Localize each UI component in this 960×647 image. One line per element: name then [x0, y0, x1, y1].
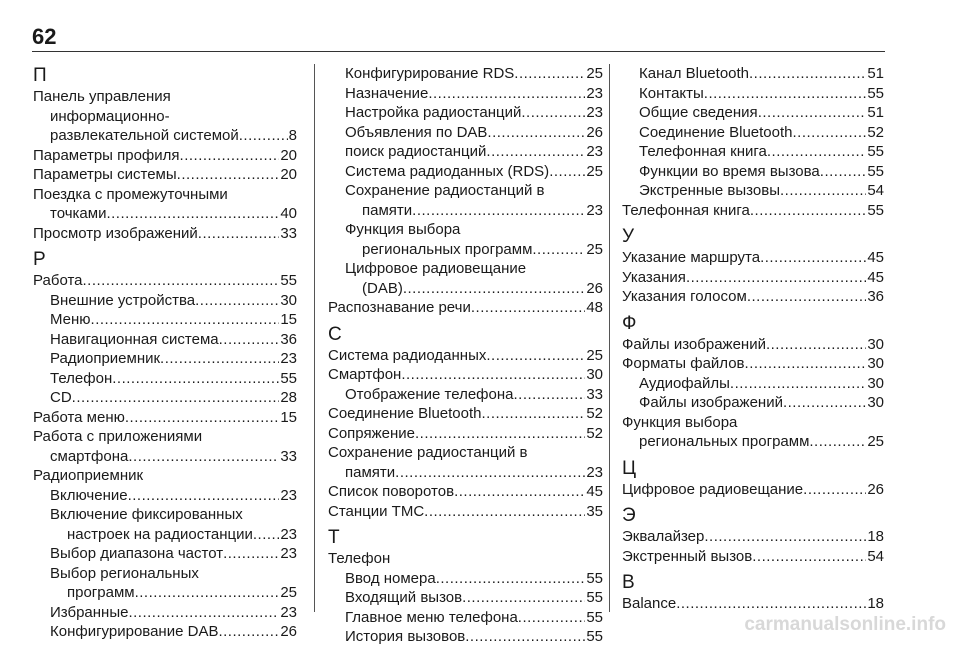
- dot-leader: [128, 447, 279, 467]
- entry-text: Экстренные вызовы: [639, 182, 780, 199]
- index-entry: [328, 502, 603, 522]
- page-reference: 54: [867, 547, 884, 565]
- column-divider: [314, 64, 315, 612]
- index-subentry: [33, 291, 297, 311]
- index-subentry: [33, 564, 297, 603]
- entry-text: Входящий вызов: [345, 589, 463, 606]
- page-reference: 30: [867, 374, 884, 392]
- dot-leader: [747, 287, 866, 307]
- entry-text: Файлы изображений: [639, 394, 783, 411]
- entry-text: поиск радиостанций: [345, 143, 487, 160]
- page-reference: 18: [867, 595, 884, 612]
- entry-text: Соединение Bluetooth: [639, 123, 793, 141]
- entry-text: История вызовов: [345, 628, 466, 645]
- page-reference: 25: [586, 240, 603, 258]
- entry-text: Указания голосом: [622, 288, 747, 305]
- entry-text: Включение фиксированных: [50, 506, 243, 523]
- dot-leader: [428, 84, 585, 104]
- page-reference: 25: [280, 584, 297, 601]
- index-entry: [33, 165, 297, 185]
- entry-text: Сопряжение: [328, 424, 415, 442]
- page-reference: 23: [586, 104, 603, 121]
- index-entry: [622, 287, 884, 307]
- entry-text: информационно-: [50, 107, 170, 125]
- page-reference: 51: [867, 104, 884, 121]
- entry-text: Работа: [33, 272, 83, 289]
- entry-text: Смартфон: [328, 366, 402, 383]
- page-reference: 33: [280, 447, 297, 465]
- index-subentry: [33, 349, 297, 369]
- page-reference: 30: [867, 335, 884, 353]
- dot-leader: [465, 627, 585, 647]
- dot-leader: [482, 404, 586, 424]
- entry-text: Конфигурирование DAB: [50, 623, 219, 640]
- dot-leader: [783, 393, 866, 413]
- index-subentry: [328, 64, 603, 84]
- entry-text: Файлы изображений: [622, 335, 766, 353]
- index-entry: [33, 185, 297, 224]
- entry-text: Указание маршрута: [622, 249, 761, 266]
- page-reference: 52: [586, 424, 603, 442]
- page-reference: 25: [586, 65, 603, 82]
- dot-leader: [239, 126, 288, 146]
- page-reference: 36: [867, 288, 884, 305]
- entry-text: Эквалайзер: [622, 528, 705, 545]
- entry-text: Выбор диапазона частот: [50, 545, 224, 562]
- index-entry: [622, 201, 884, 221]
- index-entry: [622, 547, 884, 567]
- page-reference: 30: [867, 394, 884, 411]
- index-letter-heading: Т: [328, 527, 340, 548]
- dot-leader: [686, 268, 866, 288]
- dot-leader: [820, 162, 867, 182]
- page-reference: 28: [280, 389, 297, 406]
- dot-leader: [752, 547, 866, 567]
- entry-text: Параметры системы: [33, 166, 177, 183]
- entry-text: Канал Bluetooth: [639, 65, 750, 82]
- dot-leader: [766, 335, 866, 355]
- entry-text: настроек на радиостанции: [67, 525, 253, 543]
- page-reference: 48: [586, 299, 603, 316]
- entry-text: Функция выбора: [622, 413, 738, 431]
- dot-leader: [518, 608, 586, 628]
- index-subentry: [328, 142, 603, 162]
- entry-text: Внешние устройства: [50, 291, 196, 309]
- entry-text: Поездка с промежуточными: [33, 185, 228, 203]
- dot-leader: [704, 84, 867, 104]
- dot-leader: [793, 123, 867, 143]
- entry-text: Навигационная система: [50, 330, 219, 348]
- dot-leader: [745, 354, 867, 374]
- page-reference: 55: [867, 143, 884, 160]
- index-subentry: [33, 310, 297, 330]
- page-reference: 26: [280, 623, 297, 640]
- index-subentry: [33, 603, 297, 623]
- index-subentry: [328, 588, 603, 608]
- page-reference: 20: [280, 146, 297, 164]
- index-subentry: [328, 608, 603, 628]
- page-reference: 45: [867, 268, 884, 286]
- page-reference: 52: [586, 405, 603, 422]
- entry-text: Система радиоданных: [328, 346, 487, 364]
- dot-leader: [72, 388, 280, 408]
- index-letter-heading: Ф: [622, 312, 637, 334]
- index-subentry: [33, 486, 297, 506]
- page-reference: 45: [586, 483, 603, 500]
- index-entry: [328, 424, 603, 444]
- entry-text: Работа с приложениями: [33, 428, 203, 445]
- index-column-1: [33, 64, 297, 642]
- page-reference: 23: [280, 486, 297, 504]
- page-reference: 36: [280, 330, 297, 348]
- index-entry: [328, 549, 603, 569]
- dot-leader: [758, 103, 867, 123]
- index-entry: [33, 466, 297, 486]
- page-reference: 26: [867, 480, 884, 498]
- dot-leader: [809, 432, 866, 452]
- page-reference: 23: [586, 201, 603, 219]
- index-entry: [33, 224, 297, 244]
- dot-leader: [767, 142, 866, 162]
- entry-text: точками: [50, 205, 107, 222]
- dot-leader: [549, 162, 585, 182]
- page-reference: 40: [280, 205, 297, 222]
- entry-text: развлекательной системой: [50, 127, 239, 144]
- entry-text: Настройка радиостанций: [345, 104, 522, 121]
- page-reference: 54: [867, 182, 884, 199]
- index-subentry: [328, 259, 603, 298]
- index-entry: [328, 443, 603, 482]
- page-reference: 33: [586, 385, 603, 403]
- page-reference: 30: [280, 291, 297, 309]
- entry-text: Экстренный вызов: [622, 547, 753, 565]
- page-reference: 55: [867, 84, 884, 102]
- dot-leader: [514, 385, 586, 405]
- index-entry: [328, 365, 603, 385]
- entry-text: Работа меню: [33, 408, 125, 426]
- index-subentry: [33, 388, 297, 408]
- entry-text: Телефон: [50, 369, 113, 387]
- entry-text: Станции TMC: [328, 502, 425, 520]
- index-letter-heading: B: [622, 572, 635, 593]
- index-entry: [33, 87, 297, 146]
- index-subentry: [328, 103, 603, 123]
- entry-text: (DAB): [362, 279, 403, 297]
- dot-leader: [177, 165, 280, 185]
- entry-text: Указания: [622, 268, 686, 286]
- index-subentry: [33, 369, 297, 389]
- dot-leader: [125, 408, 279, 428]
- index-subentry: [622, 123, 884, 143]
- index-subentry: [33, 505, 297, 544]
- index-subentry: [622, 162, 884, 182]
- index-column-3: [622, 64, 884, 614]
- dot-leader: [198, 224, 280, 244]
- page-reference: 55: [867, 162, 884, 180]
- entry-text: Balance: [622, 595, 677, 612]
- dot-leader: [749, 64, 866, 84]
- index-entry: [328, 404, 603, 424]
- dot-leader: [218, 622, 279, 642]
- page-reference: 23: [280, 545, 297, 562]
- index-subentry: [622, 393, 884, 413]
- dot-leader: [471, 298, 585, 318]
- index-subentry: [33, 544, 297, 564]
- index-entry: [622, 335, 884, 355]
- entry-text: Панель управления: [33, 88, 171, 105]
- index-entry: [33, 427, 297, 466]
- index-subentry: [328, 385, 603, 405]
- page-reference: 23: [586, 143, 603, 160]
- entry-text: Объявления по DAB: [345, 123, 488, 141]
- watermark: carmanualsonline.info: [744, 614, 946, 635]
- entry-text: смартфона: [50, 447, 129, 465]
- page-reference: 15: [280, 311, 297, 328]
- index-letter-heading: У: [622, 226, 635, 247]
- index-subentry: [328, 569, 603, 589]
- index-letter-heading: Э: [622, 505, 636, 526]
- entry-text: Цифровое радиовещание: [345, 260, 527, 277]
- dot-leader: [401, 365, 585, 385]
- page-reference: 55: [280, 272, 297, 289]
- index-subentry: [622, 374, 884, 394]
- page-reference: 18: [867, 528, 884, 545]
- column-divider: [609, 64, 610, 612]
- entry-text: программ: [67, 584, 135, 601]
- index-subentry: [622, 103, 884, 123]
- page-reference: 55: [867, 201, 884, 219]
- page-reference: 33: [280, 224, 297, 242]
- entry-text: CD: [50, 389, 72, 406]
- page-reference: 25: [586, 346, 603, 364]
- dot-leader: [780, 181, 866, 201]
- header-rule: [32, 51, 885, 52]
- page-reference: 23: [280, 350, 297, 367]
- dot-leader: [91, 310, 280, 330]
- index-entry: [328, 482, 603, 502]
- page-reference: 23: [586, 463, 603, 481]
- dot-leader: [730, 374, 866, 394]
- page-reference: 23: [586, 84, 603, 102]
- index-subentry: [328, 220, 603, 259]
- index-subentry: [328, 181, 603, 220]
- page-reference: 25: [867, 433, 884, 450]
- entry-text: Отображение телефона: [345, 385, 514, 403]
- index-subentry: [33, 330, 297, 350]
- entry-text: Телефонная книга: [639, 143, 767, 160]
- page-reference: 55: [280, 369, 297, 387]
- index-entry: [622, 480, 884, 500]
- dot-leader: [760, 248, 866, 268]
- index-entry: [33, 271, 297, 291]
- dot-leader: [750, 201, 866, 221]
- entry-text: Сохранение радиостанций в: [328, 444, 528, 461]
- dot-leader: [436, 569, 586, 589]
- dot-leader: [106, 204, 279, 224]
- index-entry: [33, 146, 297, 166]
- page-reference: 55: [586, 628, 603, 645]
- entry-text: Функция выбора: [345, 221, 461, 238]
- dot-leader: [195, 291, 279, 311]
- entry-text: Аудиофайлы: [639, 374, 730, 392]
- index-subentry: [328, 162, 603, 182]
- entry-text: Главное меню телефона: [345, 608, 518, 626]
- dot-leader: [112, 369, 279, 389]
- entry-text: Форматы файлов: [622, 355, 745, 372]
- index-entry: [622, 594, 884, 614]
- index-letter-heading: Р: [33, 249, 46, 270]
- entry-text: памяти: [362, 201, 413, 219]
- dot-leader: [704, 527, 866, 547]
- entry-text: Общие сведения: [639, 104, 758, 121]
- page-reference: 25: [586, 162, 603, 180]
- page-reference: 35: [586, 502, 603, 520]
- dot-leader: [676, 594, 866, 614]
- page-reference: 15: [280, 408, 297, 426]
- dot-leader: [412, 201, 585, 221]
- index-subentry: [328, 84, 603, 104]
- page-reference: 26: [586, 123, 603, 141]
- entry-text: региональных программ: [362, 240, 533, 258]
- index-letter-heading: П: [33, 65, 47, 86]
- page-reference: 26: [586, 279, 603, 297]
- dot-leader: [521, 103, 585, 123]
- page-reference: 55: [586, 569, 603, 587]
- dot-leader: [454, 482, 585, 502]
- index-letter-heading: С: [328, 323, 342, 345]
- entry-text: Функции во время вызова: [639, 162, 820, 180]
- dot-leader: [487, 123, 585, 143]
- index-subentry: [622, 181, 884, 201]
- dot-leader: [128, 486, 280, 506]
- entry-text: Цифровое радиовещание: [622, 480, 804, 498]
- index-entry: [622, 413, 884, 452]
- entry-text: региональных программ: [639, 433, 810, 450]
- page-reference: 8: [288, 127, 297, 144]
- page-reference: 51: [867, 65, 884, 82]
- page-reference: 55: [586, 608, 603, 626]
- entry-text: Меню: [50, 311, 91, 328]
- dot-leader: [415, 424, 585, 444]
- dot-leader: [223, 544, 279, 564]
- dot-leader: [395, 463, 585, 483]
- index-subentry: [33, 622, 297, 642]
- entry-text: Параметры профиля: [33, 146, 180, 164]
- entry-text: Контакты: [639, 84, 704, 102]
- entry-text: Конфигурирование RDS: [345, 65, 515, 82]
- dot-leader: [160, 349, 279, 369]
- page-reference: 52: [867, 123, 884, 141]
- index-entry: [622, 354, 884, 374]
- dot-leader: [135, 583, 280, 603]
- dot-leader: [803, 480, 866, 500]
- index-subentry: [328, 123, 603, 143]
- index-entry: [622, 268, 884, 288]
- entry-text: Радиоприемник: [50, 350, 161, 367]
- dot-leader: [253, 525, 279, 545]
- entry-text: Радиоприемник: [33, 467, 144, 484]
- page-reference: 30: [867, 355, 884, 372]
- dot-leader: [486, 346, 585, 366]
- dot-leader: [514, 64, 585, 84]
- entry-text: Телефонная книга: [622, 201, 750, 219]
- dot-leader: [83, 271, 280, 291]
- index-subentry: [622, 142, 884, 162]
- entry-text: Просмотр изображений: [33, 224, 198, 242]
- entry-text: памяти: [345, 463, 396, 481]
- entry-text: Система радиоданных (RDS): [345, 162, 550, 180]
- index-entry: [622, 527, 884, 547]
- dot-leader: [486, 142, 585, 162]
- dot-leader: [403, 279, 585, 299]
- page-reference: 20: [280, 166, 297, 183]
- page-number: 62: [32, 24, 57, 49]
- index-entry: [328, 346, 603, 366]
- entry-text: Ввод номера: [345, 569, 436, 587]
- dot-leader: [128, 603, 279, 623]
- index-subentry: [622, 84, 884, 104]
- index-subentry: [328, 627, 603, 647]
- entry-text: Назначение: [345, 84, 429, 102]
- entry-text: Соединение Bluetooth: [328, 405, 482, 422]
- index-entry: [328, 298, 603, 318]
- dot-leader: [219, 330, 280, 350]
- entry-text: Сохранение радиостанций в: [345, 182, 545, 199]
- page-reference: 23: [280, 603, 297, 621]
- entry-text: Избранные: [50, 603, 129, 621]
- entry-text: Выбор региональных: [50, 564, 199, 582]
- dot-leader: [424, 502, 585, 522]
- index-entry: [33, 408, 297, 428]
- entry-text: Телефон: [328, 550, 391, 567]
- index-entry: [622, 248, 884, 268]
- entry-text: Распознавание речи: [328, 299, 471, 316]
- entry-text: Список поворотов: [328, 483, 455, 500]
- page-reference: 45: [867, 249, 884, 266]
- dot-leader: [180, 146, 280, 166]
- page-reference: 30: [586, 366, 603, 383]
- page-reference: 55: [586, 589, 603, 606]
- index-column-2: [328, 64, 603, 647]
- dot-leader: [462, 588, 585, 608]
- entry-text: Включение: [50, 486, 128, 504]
- page-reference: 23: [280, 525, 297, 543]
- index-subentry: [622, 64, 884, 84]
- dot-leader: [532, 240, 585, 260]
- index-letter-heading: Ц: [622, 457, 637, 479]
